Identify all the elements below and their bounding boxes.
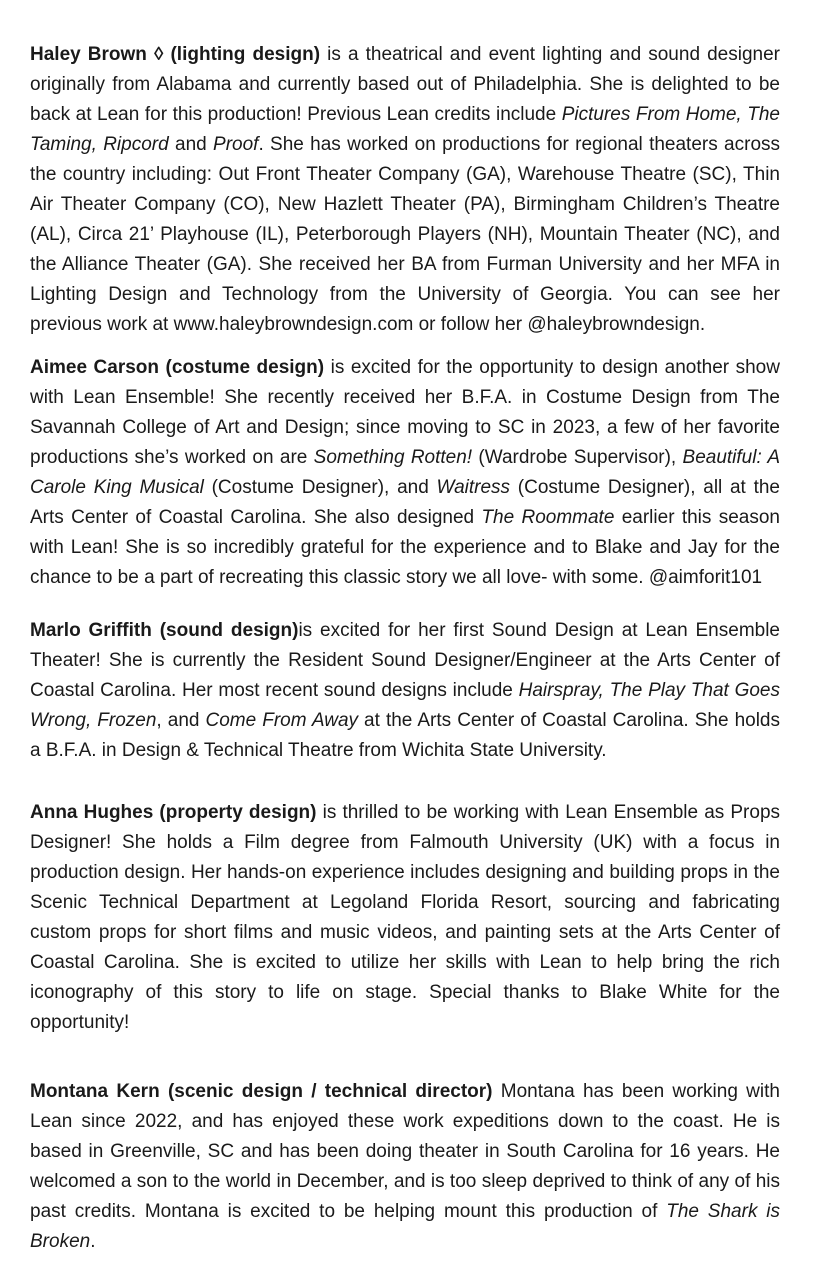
italic-title: Beautiful: A Carole King Musical — [30, 447, 781, 498]
bio-text-segment: (Costume Designer), all at the Arts Center of Coastal Carolina. She also designed — [30, 477, 780, 528]
bio-text-segment: (Wardrobe Supervisor), — [472, 447, 683, 468]
bio-role: (sound design) — [159, 620, 299, 641]
bio-montana-kern — [30, 1077, 780, 1257]
bio-name: Montana Kern — [30, 1081, 160, 1102]
bio-text — [30, 357, 780, 588]
bio-name: Aimee Carson — [30, 357, 160, 378]
bio-text-segment: is excited for the opportunity to design another show with Lean Ensemble! She recently received her B.F.A. in Costume Design from The Savannah College of Art and Design; since moving to SC in 2023, a few of her favorite productions she’s worked on are — [30, 357, 780, 468]
bios-page — [30, 40, 780, 1257]
bio-haley-brown — [30, 40, 780, 340]
bio-aimee-carson — [30, 353, 780, 593]
bio-text-segment: . — [90, 1231, 96, 1252]
italic-title: Hairspray, The Play That Goes Wrong, Frozen — [30, 680, 780, 731]
bio-text-segment: is excited for her first Sound Design at Lean Ensemble Theater! She is currently the Resident Sound Designer/Engineer at the Arts Center of Coastal Carolina. Her most recent sound designs include — [30, 620, 781, 701]
italic-title: Pictures From Home, The Taming, Ripcord — [30, 104, 780, 155]
bio-text — [30, 44, 780, 335]
diamond-symbol: ◊ — [154, 44, 164, 65]
bio-role: (lighting design) — [170, 44, 321, 65]
bio-text-segment: and — [168, 134, 214, 155]
bio-text-segment: at the Arts Center of Coastal Carolina. She holds a B.F.A. in Design & Technical Theatre from Wichita State University. — [30, 710, 780, 761]
bio-role: (property design) — [159, 802, 317, 823]
italic-title: Proof — [213, 134, 259, 155]
italic-title: Something Rotten! — [313, 447, 473, 468]
bio-role: (costume design) — [165, 357, 325, 378]
bio-text — [30, 802, 780, 1033]
bio-name: Marlo Griffith — [30, 620, 152, 641]
italic-title: The Shark is Broken — [30, 1201, 780, 1252]
italic-title: The Roommate — [481, 507, 615, 528]
bio-text-segment: , and — [156, 710, 206, 731]
bio-role: (scenic design / technical director) — [167, 1081, 493, 1102]
bio-name: Anna Hughes — [30, 802, 154, 823]
italic-title: Come From Away — [205, 710, 359, 731]
bio-marlo-griffith — [30, 616, 780, 766]
bio-text-segment: is thrilled to be working with Lean Ensemble as Props Designer! She holds a Film degree from Falmouth University (UK) with a focus in production design. Her hands-on experience includes designing and building props in the Scenic Technical Department at Legoland Florida Resort, sourcing and fabricating custom props for short films and music videos, and painting sets at the Arts Center of Coastal Carolina. She is excited to utilize her skills with Lean to help bring the rich iconography of this story to life on stage. Special thanks to Blake White for the opportunity! — [30, 802, 781, 1033]
italic-title: Waitress — [436, 477, 511, 498]
bio-text-segment: . She has worked on productions for regional theaters across the country including: Out Front Theater Company (GA), Warehouse Theatre (SC), Thin Air Theater Company (CO), New Hazlett Theater (PA), Birmingham Children’s Theatre (AL), Circa 21’ Playhouse (IL), Peterborough Players (NH), Mountain Theater (NC), and the Alliance Theater (GA). She received her BA from Furman University and her MFA in Lighting Design and Technology from the University of Georgia. You can see her previous work at www.haleybrowndesign.com or follow her @haleybrowndesign. — [30, 134, 781, 335]
bio-anna-hughes — [30, 798, 780, 1038]
bio-text-segment: earlier this season with Lean! She is so incredibly grateful for the experience and to Blake and Jay for the chance to be a part of recreating this classic story we all love- with some. @aimforit101 — [30, 507, 780, 588]
bio-text-segment: Montana has been working with Lean since 2022, and has enjoyed these work expeditions down to the coast. He is based in Greenville, SC and has been doing theater in South Carolina for 16 years. He welcomed a son to the world in December, and is too sleep deprived to think of any of his past credits. Montana is excited to be helping mount this production of — [30, 1081, 780, 1222]
bio-text-segment: (Costume Designer), and — [203, 477, 437, 498]
bio-name: Haley Brown — [30, 44, 147, 65]
bio-text — [30, 620, 780, 761]
bio-text-segment: is a theatrical and event lighting and sound designer originally from Alabama and currently based out of Philadelphia. She is delighted to be back at Lean for this production! Previous Lean credits include — [30, 44, 780, 125]
bio-text — [30, 1081, 780, 1252]
